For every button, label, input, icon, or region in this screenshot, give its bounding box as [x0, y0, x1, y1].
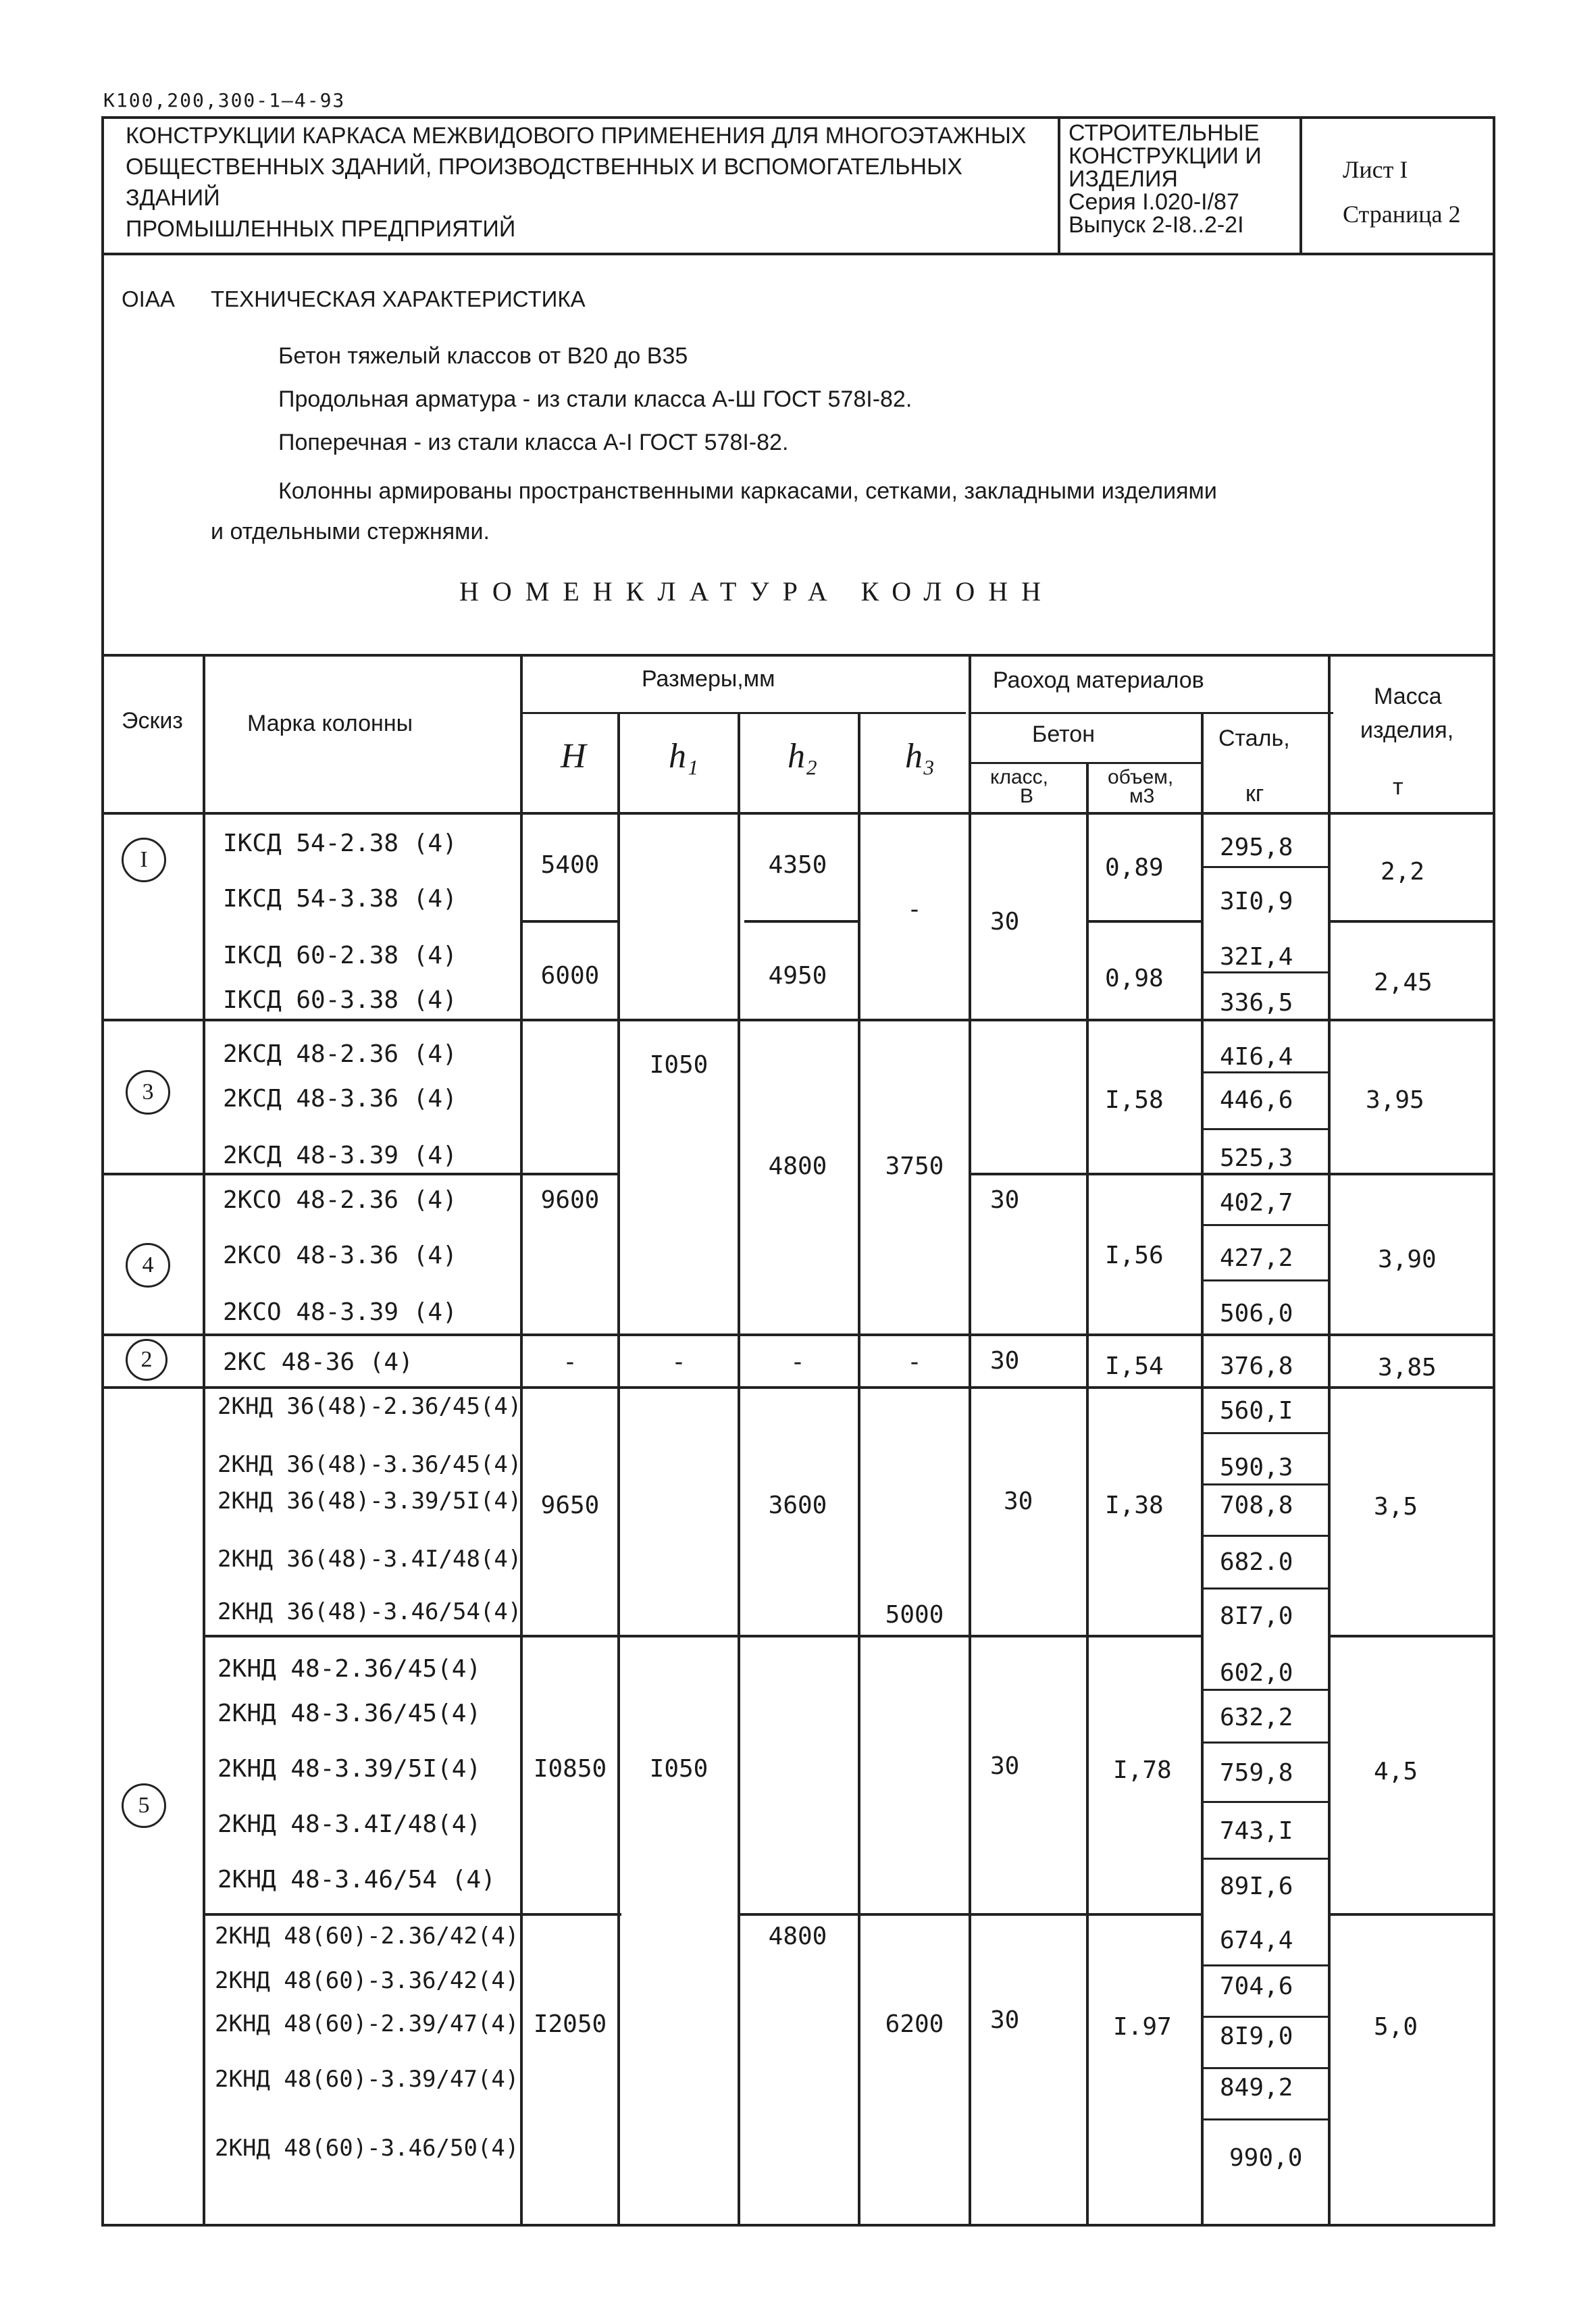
steel-value: 4I6,4: [1220, 1043, 1293, 1071]
table-col-line: [617, 712, 620, 2227]
volume-value: I,54: [1105, 1352, 1164, 1380]
h2-value: -: [790, 1348, 805, 1376]
steel-value: 990,0: [1229, 2144, 1303, 2172]
group-rule: [101, 1173, 620, 1175]
steel-value: 674,4: [1220, 1927, 1293, 1954]
sketch-marker: 3: [126, 1070, 170, 1115]
class-value: 30: [990, 1186, 1020, 1214]
paragraph: Бетон тяжелый классов от В20 до В35: [278, 343, 688, 369]
column-mark: 2КСД 48-2.36 (4): [223, 1040, 457, 1068]
table-rule: [101, 812, 1495, 815]
h2-value: 4800: [768, 1152, 827, 1180]
col-mass: Масса: [1374, 684, 1442, 709]
h2-value: 4350: [768, 851, 827, 879]
col-h3: h₃: [905, 737, 935, 776]
class-value: 30: [990, 1347, 1020, 1375]
column-mark: 2КНД 48(60)-3.39/47(4): [215, 2066, 519, 2093]
group-rule: [744, 920, 858, 923]
steel-value: 8I7,0: [1220, 1602, 1293, 1630]
table-col-line: [203, 654, 205, 2227]
H-value: 6000: [540, 962, 600, 990]
column-mark: 2КНД 36(48)-3.39/5I(4): [217, 1488, 522, 1515]
series-line: Серия I.020-I/87: [1069, 189, 1239, 215]
group-rule: [1328, 1913, 1495, 1916]
col-steel-unit: кг: [1245, 781, 1264, 807]
steel-value: 602,0: [1220, 1659, 1293, 1687]
col-h1: h₁: [669, 737, 699, 776]
title-line: КОНСТРУКЦИИ КАРКАСА МЕЖВИДОВОГО ПРИМЕНЕНИЯ ДЛЯ МНОГОЭТАЖНЫХ: [126, 123, 1027, 149]
sketch-marker: 2: [126, 1339, 168, 1381]
page-number: Страница 2: [1343, 201, 1461, 228]
steel-value: 295,8: [1220, 834, 1293, 861]
series-line: Выпуск 2-I8..2-2I: [1069, 212, 1244, 238]
col-mass-2: изделия,: [1360, 717, 1454, 743]
table-col-line: [969, 654, 971, 2227]
steel-value: 743,I: [1220, 1817, 1293, 1845]
column-mark: 2КСО 48-3.39 (4): [223, 1298, 457, 1326]
h1-value: I050: [649, 1051, 709, 1079]
title-line: ПРОМЫШЛЕННЫХ ПРЕДПРИЯТИЙ: [126, 216, 516, 242]
mass-value: 3,5: [1374, 1493, 1418, 1521]
col-concrete: Бетон: [1032, 721, 1095, 747]
class-value: 30: [990, 2006, 1020, 2034]
col-mark: Марка колонны: [247, 711, 413, 736]
col-steel: Сталь,: [1218, 726, 1290, 751]
column-mark: 2КСО 48-2.36 (4): [223, 1186, 457, 1214]
h3-value: -: [907, 1348, 922, 1376]
table-rule: [1204, 1858, 1328, 1860]
mass-value: 3,90: [1378, 1246, 1437, 1273]
volume-value: I,38: [1105, 1492, 1164, 1519]
volume-value: I,58: [1105, 1086, 1164, 1114]
steel-value: 632,2: [1220, 1704, 1293, 1731]
h2-value: 4800: [768, 1923, 827, 1950]
group-rule: [203, 1913, 621, 1916]
column-mark: IКСД 60-2.38 (4): [223, 942, 457, 969]
h1-value: -: [671, 1348, 686, 1376]
sketch-marker: 5: [122, 1783, 166, 1828]
steel-value: 32I,4: [1220, 943, 1293, 971]
volume-value: 0,98: [1105, 965, 1164, 992]
h3-value: 6200: [885, 2010, 944, 2038]
column-mark: 2КНД 48-3.46/54 (4): [217, 1866, 496, 1893]
col-H: H: [561, 737, 586, 776]
column-mark: 2КНД 36(48)-2.36/45(4): [217, 1393, 522, 1420]
steel-value: 590,3: [1220, 1454, 1293, 1481]
column-mark: 2КНД 48(60)-2.36/42(4): [215, 1923, 519, 1950]
table-rule: [1204, 1587, 1328, 1590]
col-volume: объем,: [1108, 766, 1174, 788]
table-col-line: [738, 712, 740, 2227]
table-rule: [101, 654, 1495, 657]
col-materials: Раоход материалов: [993, 667, 1204, 693]
table-col-line: [520, 654, 523, 2227]
col-volume-unit: м3: [1129, 785, 1155, 807]
column-mark: IКСД 60-3.38 (4): [223, 986, 457, 1014]
table-rule: [1204, 1801, 1328, 1803]
table-rule: [1204, 1535, 1328, 1537]
steel-value: 3I0,9: [1220, 888, 1293, 915]
column-mark: 2КНД 36(48)-3.46/54(4): [217, 1598, 522, 1625]
column-mark: 2КНД 48-3.39/5I(4): [217, 1755, 482, 1783]
column-mark: 2КНД 48(60)-3.36/42(4): [215, 1967, 519, 1994]
volume-value: I,56: [1105, 1242, 1164, 1269]
table-rule: [1204, 1224, 1328, 1226]
steel-value: 759,8: [1220, 1759, 1293, 1787]
steel-value: 560,I: [1220, 1397, 1293, 1425]
column-mark: 2КНД 48(60)-2.39/47(4): [215, 2010, 519, 2037]
section-title: ТЕХНИЧЕСКАЯ ХАРАКТЕРИСТИКА: [211, 286, 586, 311]
table-rule: [1204, 971, 1328, 973]
steel-value: 336,5: [1220, 989, 1293, 1017]
table-col-line: [1201, 712, 1204, 2227]
mass-value: 3,95: [1366, 1086, 1424, 1114]
h2-value: 3600: [768, 1492, 827, 1519]
H-value: 5400: [540, 851, 600, 879]
steel-value: 8I9,0: [1220, 2023, 1293, 2050]
group-rule: [1328, 920, 1495, 923]
paragraph: и отдельными стержнями.: [211, 519, 490, 544]
document-title: [126, 120, 1044, 245]
table-rule: [1204, 2016, 1328, 2018]
class-value: 30: [990, 1752, 1020, 1780]
H-value: -: [563, 1348, 577, 1376]
h1-value: I050: [649, 1755, 709, 1783]
table-col-line: [1328, 654, 1331, 2227]
col-sketch: Эскиз: [122, 708, 183, 734]
group-rule: [101, 1333, 1495, 1336]
table-rule: [523, 712, 966, 714]
steel-value: 682.0: [1220, 1548, 1293, 1576]
col-mass-unit: т: [1393, 774, 1404, 800]
section-code: ОIАА: [122, 286, 175, 311]
table-col-line: [858, 712, 860, 2227]
col-class-unit: В: [1020, 785, 1034, 807]
table-rule: [1204, 866, 1328, 868]
H-value: I0850: [533, 1755, 607, 1783]
H-value: 9650: [540, 1492, 600, 1519]
sketch-marker: 4: [126, 1243, 170, 1288]
sketch-marker: I: [122, 838, 166, 882]
h2-value: 4950: [768, 962, 827, 990]
nomenclature-title: НОМЕНКЛАТУРА КОЛОНН: [459, 576, 1054, 607]
series-line: ИЗДЕЛИЯ: [1069, 166, 1178, 192]
group-rule: [203, 1635, 1204, 1637]
table-rule: [1204, 1964, 1328, 1966]
col-class: класс,: [990, 766, 1048, 788]
H-value: 9600: [540, 1186, 600, 1214]
col-h2: h₂: [788, 737, 818, 776]
steel-value: 704,6: [1220, 1973, 1293, 2000]
sheet-number: Лист I: [1343, 156, 1408, 183]
series-line: СТРОИТЕЛЬНЫЕ: [1069, 120, 1260, 146]
column-mark: 2КС 48-36 (4): [223, 1348, 413, 1376]
table-rule: [1204, 1689, 1328, 1691]
h3-value: -: [907, 896, 922, 923]
title-line: ОБЩЕСТВЕННЫХ ЗДАНИЙ, ПРОИЗВОДСТВЕННЫХ И ВСПОМОГАТЕЛЬНЫХ ЗДАНИЙ: [126, 154, 962, 211]
steel-value: 427,2: [1220, 1244, 1293, 1272]
table-rule: [1204, 1071, 1328, 1073]
group-rule: [1204, 1173, 1495, 1175]
steel-value: 402,7: [1220, 1189, 1293, 1217]
group-rule: [1089, 1173, 1204, 1175]
document-code: К100,200,300-1—4-93: [103, 89, 346, 111]
h3-value: 5000: [885, 1601, 944, 1629]
header-bottom-rule: [101, 253, 1495, 255]
paragraph: Колонны армированы пространственными каркасами, сетками, закладными изделиями: [278, 478, 1217, 504]
column-mark: 2КНД 48-3.36/45(4): [217, 1700, 482, 1727]
column-mark: 2КСО 48-3.36 (4): [223, 1242, 457, 1269]
steel-value: 89I,6: [1220, 1873, 1293, 1900]
mass-value: 2,2: [1381, 858, 1425, 886]
sheet-info: [1343, 147, 1460, 236]
group-rule: [1089, 920, 1204, 923]
steel-value: 525,3: [1220, 1144, 1293, 1172]
table-rule: [1204, 1279, 1328, 1281]
table-rule: [1204, 1742, 1328, 1744]
header-divider: [1058, 116, 1060, 255]
mass-value: 4,5: [1374, 1758, 1418, 1785]
column-mark: 2КНД 48-3.4I/48(4): [217, 1810, 482, 1838]
group-rule: [101, 1019, 1495, 1021]
class-value: 30: [1004, 1488, 1033, 1515]
steel-value: 376,8: [1220, 1352, 1293, 1380]
volume-value: 0,89: [1105, 854, 1164, 882]
column-mark: 2КСД 48-3.39 (4): [223, 1142, 457, 1169]
volume-value: I.97: [1113, 2013, 1172, 2041]
column-mark: IКСД 54-2.38 (4): [223, 830, 457, 857]
h3-value: 3750: [885, 1152, 944, 1180]
steel-value: 708,8: [1220, 1492, 1293, 1519]
table-rule: [971, 712, 1333, 714]
H-value: I2050: [533, 2010, 607, 2038]
col-sizes: Размеры,мм: [642, 666, 775, 692]
group-rule: [523, 920, 617, 923]
column-mark: 2КНД 48(60)-3.46/50(4): [215, 2135, 519, 2162]
mass-value: 5,0: [1374, 2013, 1418, 2041]
column-mark: 2КСД 48-3.36 (4): [223, 1085, 457, 1113]
table-rule: [1204, 2067, 1328, 2069]
steel-value: 446,6: [1220, 1086, 1293, 1114]
table-rule: [1204, 2118, 1328, 2120]
steel-value: 506,0: [1220, 1300, 1293, 1327]
steel-value: 849,2: [1220, 2074, 1293, 2102]
table-rule: [1204, 1483, 1328, 1485]
group-rule: [1328, 1635, 1495, 1637]
table-rule: [1204, 1128, 1328, 1130]
group-rule: [101, 1386, 1495, 1389]
volume-value: I,78: [1113, 1756, 1172, 1784]
column-mark: IКСД 54-3.38 (4): [223, 885, 457, 913]
paragraph: Продольная арматура - из стали класса А-Ш ГОСТ 578I-82.: [278, 386, 912, 412]
mass-value: 2,45: [1374, 969, 1433, 996]
series-block: [1069, 122, 1305, 236]
column-mark: 2КНД 36(48)-3.36/45(4): [217, 1451, 522, 1478]
table-col-line: [1086, 762, 1089, 2227]
mass-value: 3,85: [1378, 1354, 1437, 1381]
table-rule: [1204, 1432, 1328, 1434]
paragraph: Поперечная - из стали класса А-I ГОСТ 578I-82.: [278, 430, 789, 455]
column-mark: 2КНД 48-2.36/45(4): [217, 1655, 482, 1683]
column-mark: 2КНД 36(48)-3.4I/48(4): [217, 1546, 522, 1573]
series-line: КОНСТРУКЦИИ И: [1069, 143, 1262, 169]
class-value: 30: [990, 908, 1020, 936]
